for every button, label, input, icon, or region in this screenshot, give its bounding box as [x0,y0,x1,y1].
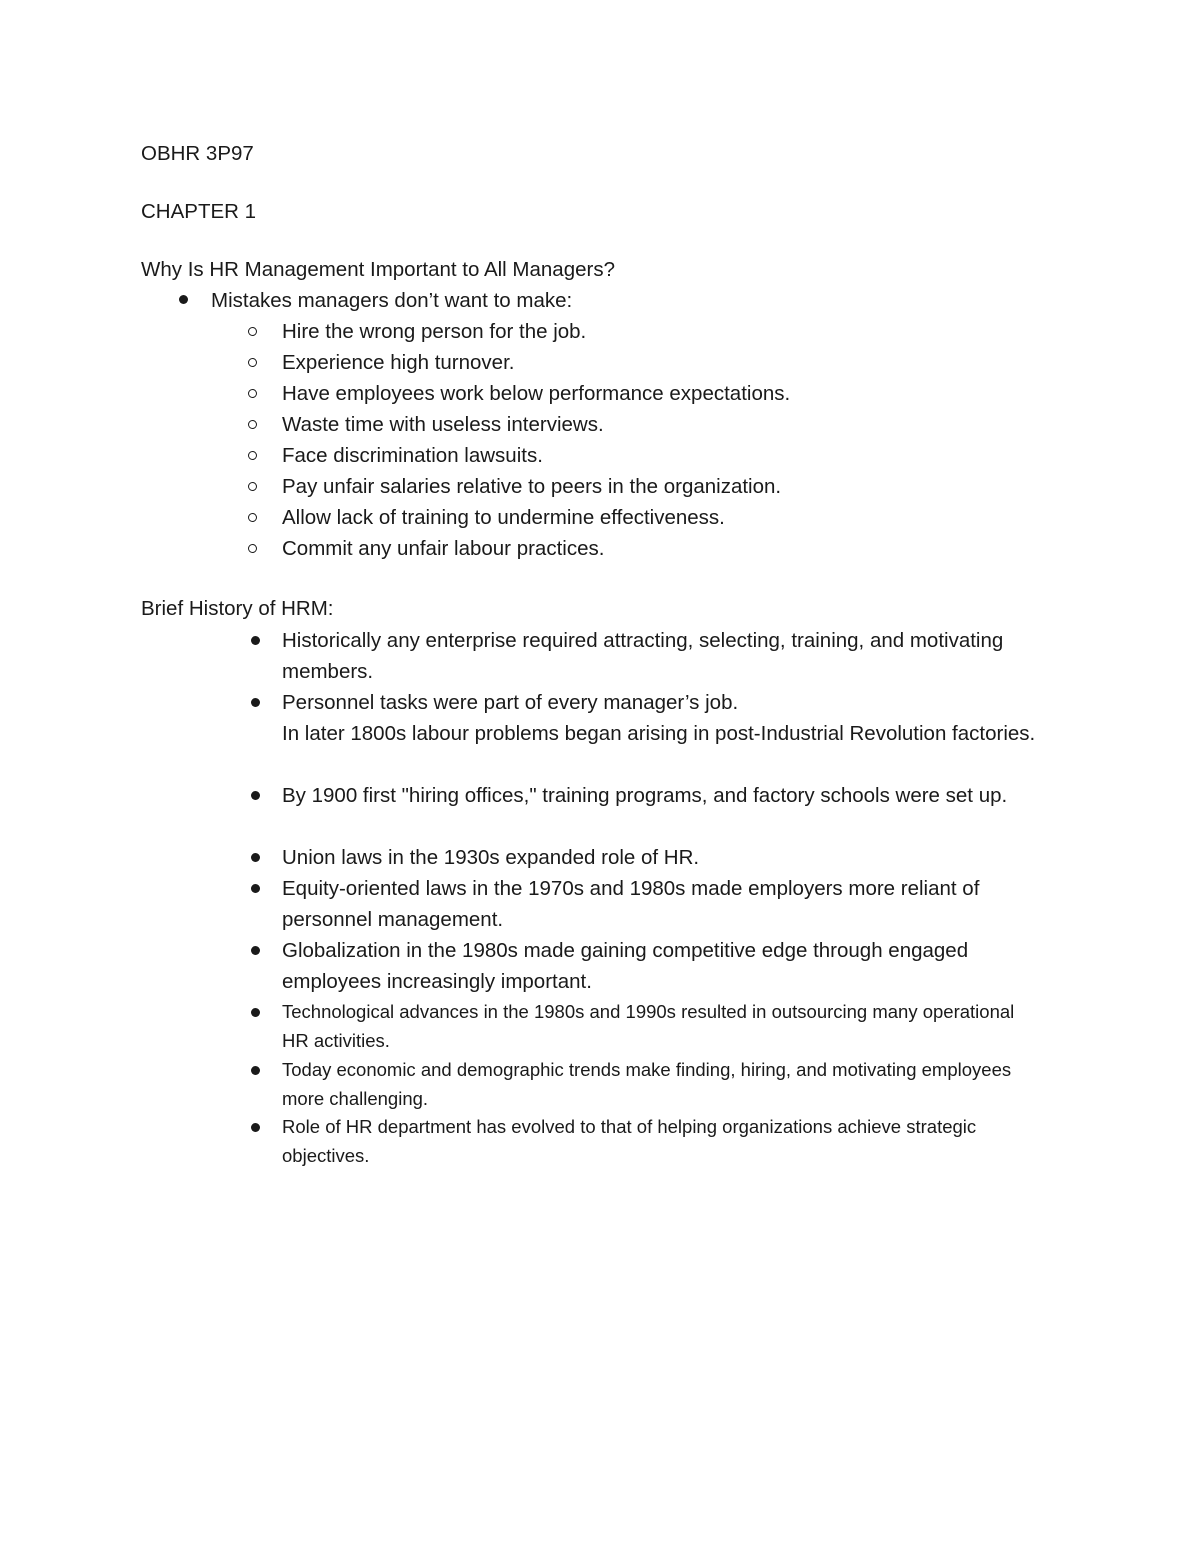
list-item: Role of HR department has evolved to that of helping organizations achieve strategic objectives. [282,1116,977,1166]
list-item: Waste time with useless interviews. [282,413,604,436]
bullet-dot [251,1066,260,1075]
bullet-dot [251,853,260,862]
list-item: Personnel tasks were part of every manager’s job. [282,691,739,714]
bullet-dot [251,698,260,707]
bullet-circle [248,358,257,367]
bullet-circle [248,420,257,429]
section-title-hr-importance: Why Is HR Management Important to All Managers? [141,258,615,281]
list-item: Commit any unfair labour practices. [282,537,605,560]
chapter-heading: CHAPTER 1 [141,200,257,223]
bullet-dot [251,1008,260,1017]
list-item: Face discrimination lawsuits. [282,444,543,467]
list-item-continuation: In later 1800s labour problems began arising in post-Industrial Revolution factories. [282,722,1036,745]
bullet-dot [251,1123,260,1132]
bullet-dot [251,884,260,893]
list-item: Union laws in the 1930s expanded role of HR. [282,846,700,869]
list-item: Technological advances in the 1980s and 1990s resulted in outsourcing many operational HR activities. [282,1001,1015,1051]
bullet-dot [251,946,260,955]
bullet-circle [248,451,257,460]
list-item: Allow lack of training to undermine effectiveness. [282,506,725,529]
list-item: Today economic and demographic trends make finding, hiring, and motivating employees more challenging. [282,1059,1012,1109]
list-item: Hire the wrong person for the job. [282,320,587,343]
mistakes-bullet: Mistakes managers don’t want to make: [211,289,573,312]
list-item: Equity-oriented laws in the 1970s and 1980s made employers more reliant of personnel management. [282,877,980,931]
bullet-circle [248,544,257,553]
bullet-dot [179,295,188,304]
bullet-dot [251,791,260,800]
list-item: Have employees work below performance expectations. [282,382,791,405]
bullet-dot [251,636,260,645]
list-item: Experience high turnover. [282,351,515,374]
section-title-brief-history: Brief History of HRM: [141,597,334,620]
list-item: Pay unfair salaries relative to peers in the organization. [282,475,782,498]
bullet-circle [248,482,257,491]
bullet-circle [248,513,257,522]
list-item: Historically any enterprise required attracting, selecting, training, and motivating members. [282,629,1004,683]
list-item: By 1900 first "hiring offices," training programs, and factory schools were set up. [282,784,1008,807]
bullet-circle [248,327,257,336]
course-code: OBHR 3P97 [141,142,254,165]
bullet-circle [248,389,257,398]
list-item: Globalization in the 1980s made gaining competitive edge through engaged employees increasingly important. [282,939,969,993]
